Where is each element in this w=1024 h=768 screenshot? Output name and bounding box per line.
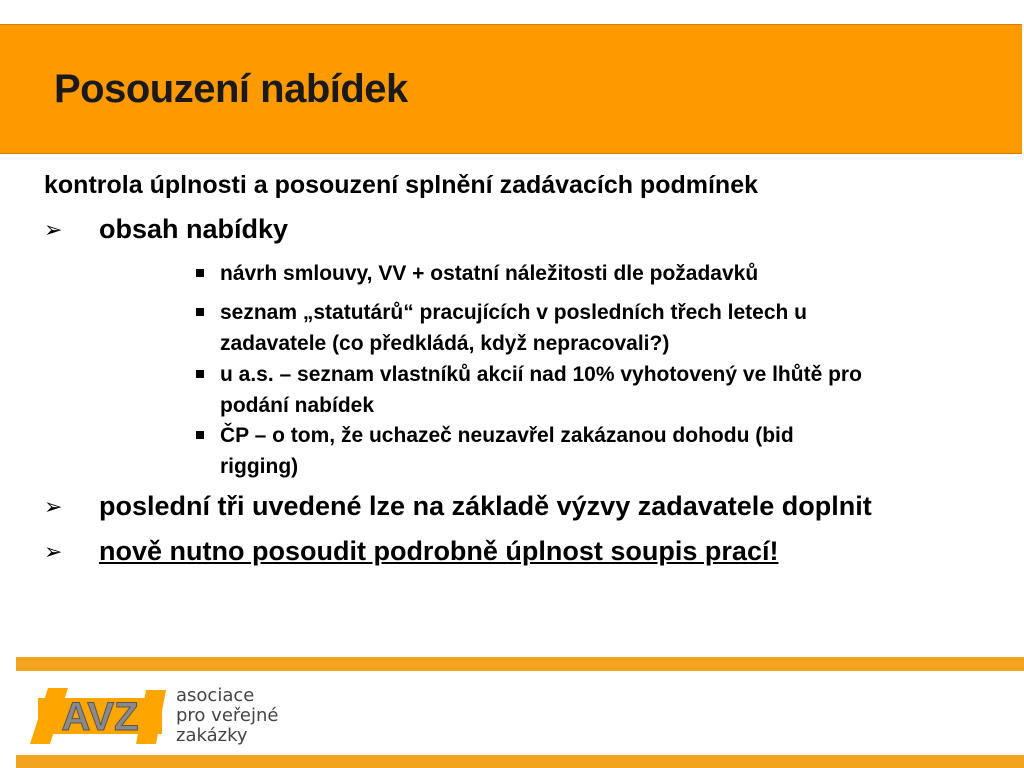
- logo-line: zakázky: [176, 725, 248, 746]
- sub-bullet-text: ČP – o tom, že uchazeč neuzavřel zakázanou dohodu (bid: [220, 424, 794, 447]
- sub-bullet-text: návrh smlouvy, VV + ostatní náležitosti dle požadavků: [220, 262, 759, 285]
- title-banner: [0, 24, 1022, 154]
- sub-bullet: [196, 297, 996, 359]
- square-bullet-icon: [196, 269, 204, 277]
- sub-bullet-text: u a.s. – seznam vlastníků akcií nad 10% vyhotovený ve lhůtě pro: [220, 363, 862, 386]
- square-bullet-icon: [196, 431, 204, 439]
- sub-bullet-text: seznam „statutárů“ pracujících v posledních třech letech u: [220, 301, 807, 324]
- logo-mark: AVZ: [61, 695, 139, 739]
- square-bullet-icon: [196, 370, 204, 378]
- logo-line: pro veřejné: [176, 705, 279, 726]
- footer-divider-top: [16, 657, 1024, 671]
- bullet-soupis-praci: nově nutno posoudit podrobně úplnost soupis prací!: [99, 536, 779, 566]
- arrow-bullet-icon: ➢: [44, 539, 63, 564]
- bullet-content: obsah nabídky: [99, 214, 289, 244]
- avz-logo-icon: [28, 686, 168, 746]
- sub-bullet: [196, 420, 996, 482]
- arrow-bullet-icon: ➢: [44, 494, 63, 519]
- slide-title: Posouzení nabídek: [54, 67, 408, 111]
- arrow-bullet-icon: ➢: [44, 217, 63, 242]
- logo-line: asociace: [176, 685, 255, 706]
- square-bullet-icon: [196, 308, 204, 316]
- sub-bullet: [196, 258, 996, 289]
- intro-line: kontrola úplnosti a posouzení splnění zadávacích podmínek: [44, 171, 759, 199]
- bullet-doplnit: poslední tři uvedené lze na základě výzvy zadavatele doplnit: [99, 491, 872, 521]
- sub-bullet-text-cont: zadavatele (co předkládá, když nepracovali?): [220, 332, 670, 355]
- logo-wordmark: [176, 686, 278, 746]
- sub-bullet-text-cont: podání nabídek: [220, 394, 375, 417]
- sub-bullet: [196, 359, 996, 421]
- sub-bullet-text-cont: rigging): [220, 455, 299, 478]
- footer-divider-bottom: [16, 755, 1024, 768]
